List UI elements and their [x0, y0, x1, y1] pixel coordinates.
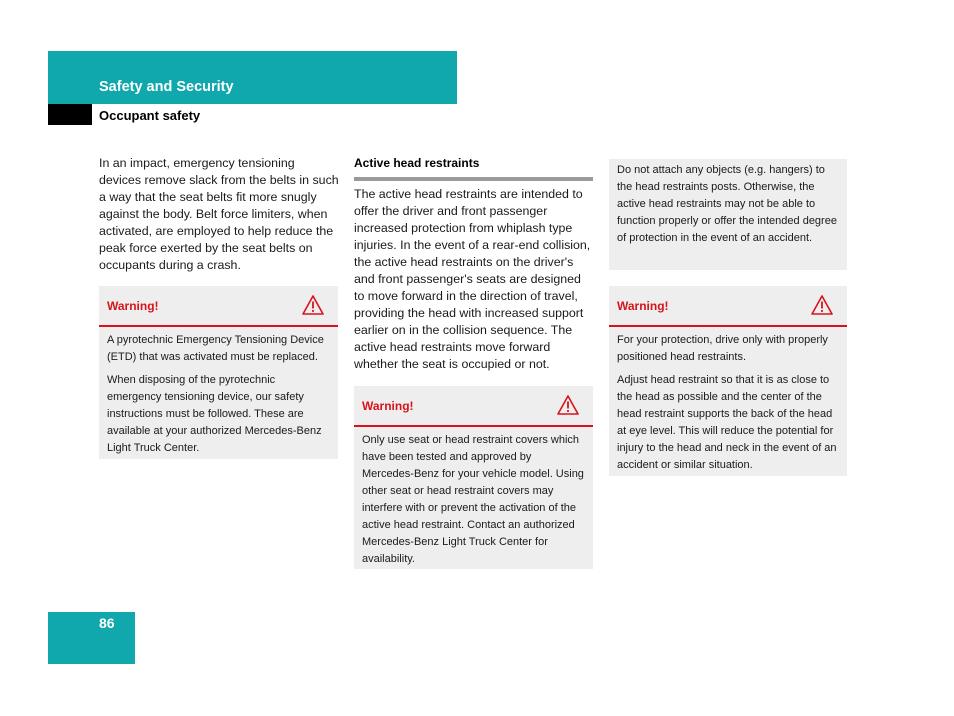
warning-box-positioning — [609, 286, 847, 476]
head-restraints-paragraph: The active head restraints are intended to offer the driver and front passenger increased protection from whiplash type injuries. In the event of a rear-end collision, the active head restraints on the driver's and front passenger's seats are designed to move forward in the direction of travel, providing the head with increased support earlier on in the collision sequence. The active head restraints move forward whether the seat is occupied or not. — [354, 187, 591, 371]
note-text: Do not attach any objects (e.g. hangers) to the head restraints posts. Otherwise, the active head restraints may not be able to function properly or offer the intended degree of protection in the event of an accident. — [617, 164, 837, 244]
subsection-title: Occupant safety — [99, 108, 201, 123]
warning-text: Only use seat or head restraint covers which have been tested and approved by Mercedes-Benz for your vehicle model. Using other seat or head restraint covers may interfere with or prevent the activation of the active head restraint. Contact an authorized Mercedes-Benz Light Truck Center for availability. — [362, 434, 584, 565]
warning-label: Warning! — [617, 299, 669, 313]
warning-text: For your protection, drive only with properly positioned head restraints. — [617, 334, 828, 363]
warning-text: Adjust head restraint so that it is as close to the head as possible and the center of the head restraint supports the back of the head at eye level. This will reduce the potential for injury to the head and neck in the event of an accident or similar situation. — [617, 374, 837, 471]
warning-header — [609, 286, 847, 327]
active-head-restraints-heading: Active head restraints — [354, 156, 593, 181]
warning-label: Warning! — [362, 399, 414, 413]
warning-text: A pyrotechnic Emergency Tensioning Device (ETD) that was activated must be replaced. — [107, 334, 324, 363]
section-title: Safety and Security — [99, 79, 234, 95]
warning-header — [354, 386, 593, 427]
warning-triangle-icon — [811, 295, 833, 315]
intro-paragraph: In an impact, emergency tensioning devices remove slack from the belts in such a way that the seat belts fit more snugly against the body. Belt force limiters, when activated, are employed to help reduce the peak force exerted by the seat belts on occupants during a crash. — [99, 156, 339, 272]
warning-triangle-icon — [557, 395, 579, 415]
note-box — [609, 159, 847, 270]
subsection-marker — [48, 104, 92, 125]
warning-triangle-icon — [302, 295, 324, 315]
header-bar — [48, 51, 457, 104]
page-number: 86 — [99, 615, 115, 631]
warning-box-covers — [354, 386, 593, 569]
warning-header — [99, 286, 338, 327]
warning-label: Warning! — [107, 299, 159, 313]
page-number-tab — [48, 612, 135, 664]
warning-text: When disposing of the pyrotechnic emergency tensioning device, our safety instructions must be followed. These are available at your authorized Mercedes-Benz Light Truck Center. — [107, 374, 322, 454]
warning-box-etd — [99, 286, 338, 459]
